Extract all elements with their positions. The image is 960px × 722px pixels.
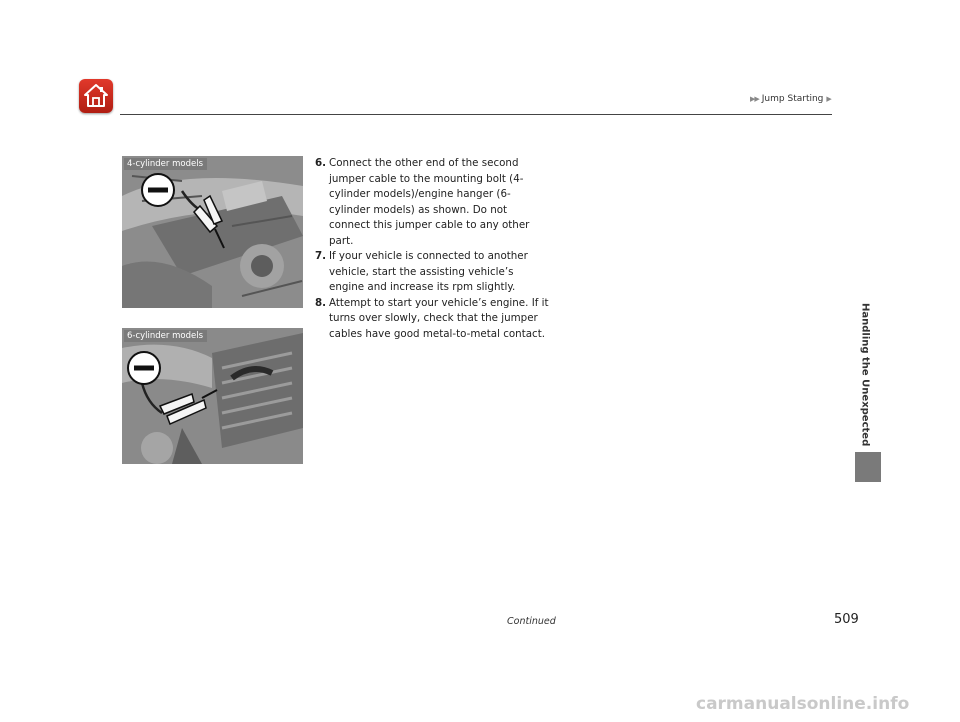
step-text: Attempt to start your vehicle’s engine. If it turns over slowly, check that the jumper cables have good metal-to-metal contact.: [329, 296, 549, 340]
step-text: Connect the other end of the second jumper cable to the mounting bolt (4-cylinder models)/engine hanger (6-cylinder models) as shown. Do not connect this jumper cable to any other part.: [329, 157, 530, 247]
continued-label: Continued: [507, 616, 556, 627]
figure-4-cylinder: [122, 156, 303, 308]
breadcrumb-end-icon: ▶: [826, 95, 831, 103]
figure-label: 6-cylinder models: [124, 330, 207, 342]
header-rule: [120, 114, 832, 115]
step-number: 6.: [315, 157, 327, 169]
negative-terminal-icon: [140, 172, 176, 208]
figure-6-cylinder: [122, 328, 303, 464]
engine-illustration-6cyl: [122, 328, 303, 464]
step-text: If your vehicle is connected to another vehicle, start the assisting vehicle’s engine and increase its rpm slightly.: [329, 250, 528, 293]
negative-terminal-icon: [126, 350, 162, 386]
step-8: [315, 296, 550, 343]
figure-label: 4-cylinder models: [124, 158, 207, 170]
home-button[interactable]: [79, 79, 113, 113]
step-6: [315, 156, 550, 249]
section-title[interactable]: Handling the Unexpected: [859, 303, 871, 447]
step-number: 7.: [315, 250, 327, 262]
instruction-steps: [315, 156, 550, 342]
watermark: carmanualsonline.info: [696, 694, 910, 714]
breadcrumb[interactable]: [750, 94, 831, 104]
breadcrumb-arrows-icon: ▶▶: [750, 95, 759, 103]
section-side-label[interactable]: [855, 300, 875, 450]
breadcrumb-title[interactable]: Jump Starting: [761, 94, 824, 104]
step-7: [315, 249, 550, 296]
home-icon: [83, 82, 109, 110]
page-number: 509: [834, 612, 859, 627]
section-tab[interactable]: [855, 452, 881, 482]
step-number: 8.: [315, 296, 327, 309]
